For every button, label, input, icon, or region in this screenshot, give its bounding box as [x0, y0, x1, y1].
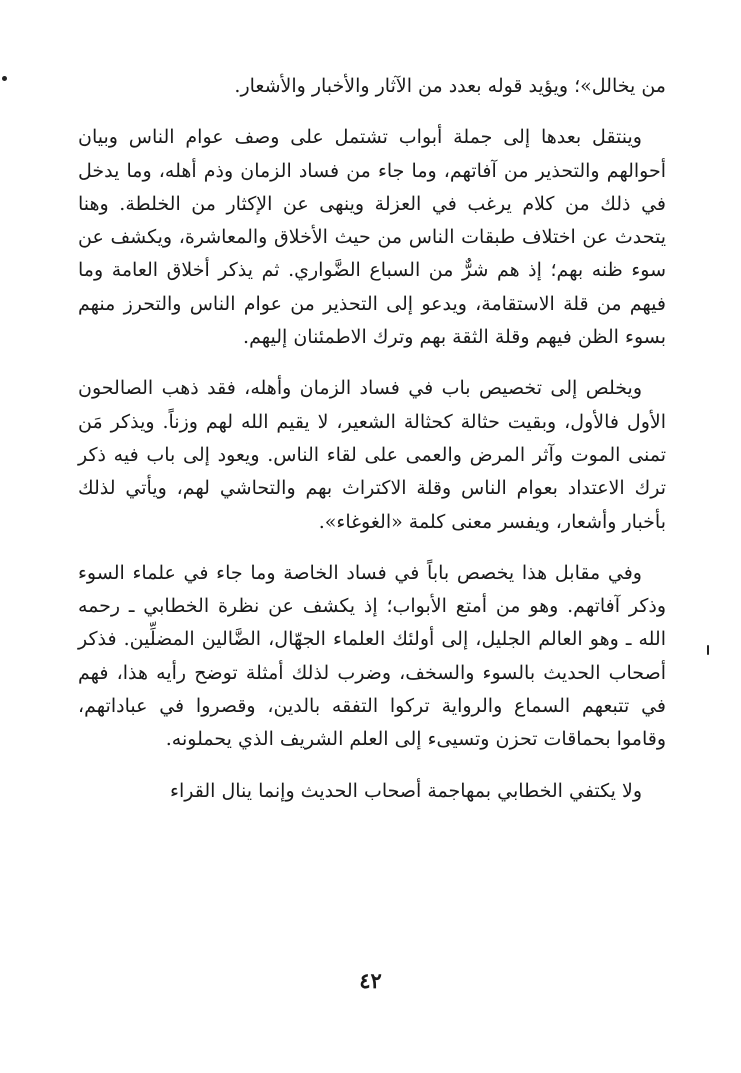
margin-dot: [2, 76, 7, 81]
page-number: ٤٢: [359, 968, 382, 993]
margin-tick: [707, 645, 709, 655]
paragraph-common-people: وينتقل بعدها إلى جملة أبواب تشتمل على وصف عوام الناس وبيان أحوالهم والتحذير من آفاتهم، وما جاء من فساد الزمان وذم أهله، وما يدخل في ذلك من كلام يرغب في العزلة وينهى عن الإكثار من الخلطة. وهنا يتحدث عن اختلاف طبقات الناس من حيث الأخلاق والمعاشرة، ويكشف عن سوء ظنه بهم؛ إذ هم شرٌّ من السباع الضَّواري. ثم يذكر أخلاق العامة وما فيهم من قلة الاستقامة، ويدعو إلى التحذير من عوام الناس والتحرز منهم بسوء الظن فيهم وقلة الثقة بهم وترك الاطمئنان إليهم.: [78, 126, 666, 349]
paragraph-continuation: من يخالل»؛ ويؤيد قوله بعدد من الآثار والأخبار والأشعار.: [234, 75, 666, 97]
body-text: [78, 70, 666, 808]
paragraph-quran-readers: ولا يكتفي الخطابي بمهاجمة أصحاب الحديث وإنما ينال القراء: [170, 779, 642, 802]
paragraph-corrupt-scholars: وفي مقابل هذا يخصص باباً في فساد الخاصة وما جاء في علماء السوء وذكر آفاتهم. وهو من أمتع الأبواب؛ إذ يكشف عن نظرة الخطابي ـ رحمه الله ـ وهو العالم الجليل، إلى أولئك العلماء الجهّال، الضَّالين المضلِّين. فذكر أصحاب الحديث بالسوء والسخف، وضرب لذلك أمثلة توضح رأيه هذا، فهم في تتبعهم السماع والرواية تركوا التفقه بالدين، وقصروا في عباداتهم، وقاموا بحماقات تحزن وتسيىء إلى العلم الشريف الذي يحملونه.: [78, 561, 666, 751]
paragraph-corruption-of-time: ويخلص إلى تخصيص باب في فساد الزمان وأهله، فقد ذهب الصالحون الأول فالأول، وبقيت حثالة كحثالة الشعير، لا يقيم الله لهم وزناً. ويذكر مَن تمنى الموت وآثر المرض والعمى على لقاء الناس. ويعود إلى باب فيه ذكر ترك الاعتداد بعوام الناس وقلة الاكتراث بهم والتحاشي لهم، ويأتي لذلك بأخبار وأشعار، ويفسر معنى كلمة «الغوغاء».: [78, 377, 666, 533]
